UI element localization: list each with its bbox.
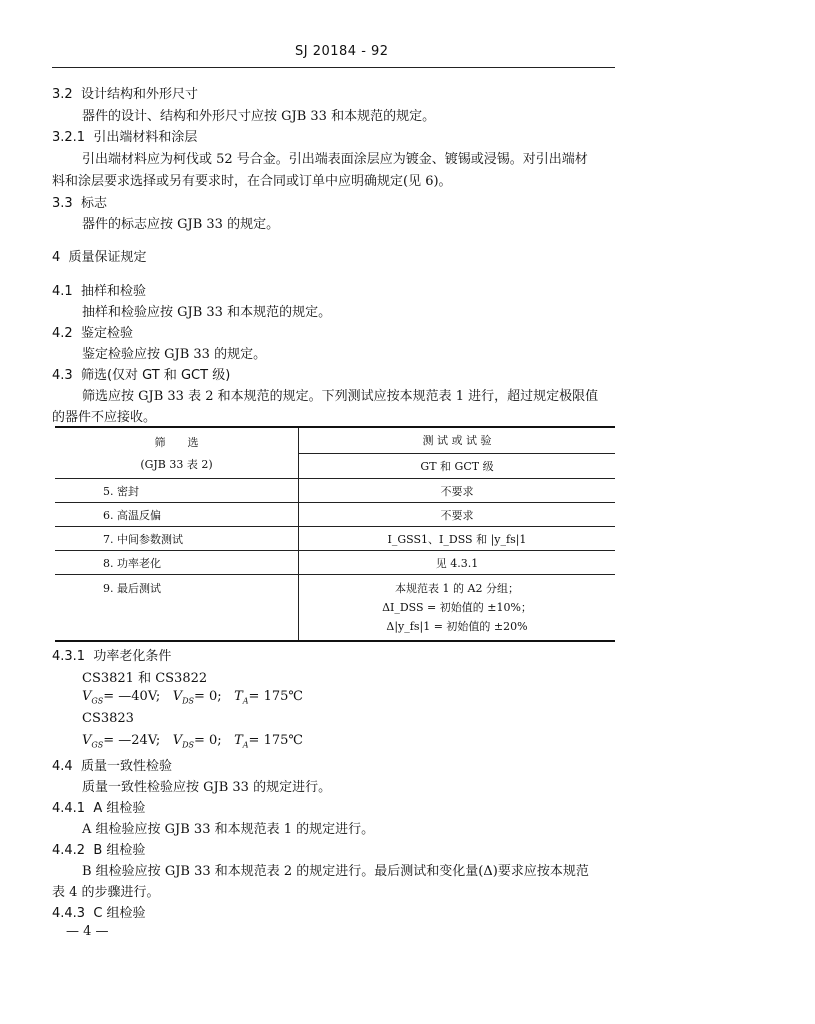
section-4-4-heading: 4.4 质量一致性检验 (52, 759, 172, 774)
section-4-4-2-text-line1: B 组检验应按 GJB 33 和本规范表 2 的规定进行。最后测试和变化量(Δ)要求应按本规范 (82, 864, 589, 879)
section-3-3-heading: 3.3 标志 (52, 196, 107, 211)
header-grade-cell: GT 和 GCT 级 (299, 453, 616, 479)
row-label: 8. 功率老化 (55, 551, 299, 575)
row-value: 见 4.3.1 (299, 551, 616, 575)
document-code: SJ 20184 - 92 (295, 44, 389, 59)
header-screen-sublabel: (GJB 33 表 2) (140, 458, 213, 471)
section-4-4-3-heading: 4.4.3 C 组检验 (52, 906, 146, 921)
final-test-line-3: Δ|y_fs|1 = 初始值的 ±20% (386, 620, 528, 633)
table-header-row (55, 427, 615, 453)
section-4-4-2-text-line2: 表 4 的步骤进行。 (52, 885, 160, 900)
row-value: I_GSS1、I_DSS 和 |y_fs|1 (299, 527, 616, 551)
section-4-4-2-heading: 4.4.2 B 组检验 (52, 843, 146, 858)
section-4-3-text-line2: 的器件不应接收。 (52, 410, 157, 425)
row-value: 不要求 (299, 503, 616, 527)
section-4-1-heading: 4.1 抽样和检验 (52, 284, 146, 299)
burn-in-conditions-2: $V_{GS}=$ —24V; $V_{DS}= 0$; $T_A=$ 175℃ (82, 733, 303, 750)
section-4-4-text: 质量一致性检验应按 GJB 33 的规定进行。 (82, 780, 332, 795)
section-3-2-text: 器件的设计、结构和外形尺寸应按 GJB 33 和本规范的规定。 (82, 109, 436, 124)
header-rule (52, 67, 615, 68)
table-row (55, 551, 615, 575)
row-label: 5. 密封 (55, 479, 299, 503)
section-4-4-1-heading: 4.4.1 A 组检验 (52, 801, 146, 816)
row-label: 7. 中间参数测试 (55, 527, 299, 551)
section-4-2-heading: 4.2 鉴定检验 (52, 326, 133, 341)
row-label: 9. 最后测试 (55, 575, 299, 642)
burn-in-group-2: CS3823 (82, 711, 134, 726)
section-3-2-1-text-line1: 引出端材料应为柯伐或 52 号合金。引出端表面涂层应为镀金、镀锡或浸锡。对引出端材 (82, 152, 588, 167)
table-row (55, 503, 615, 527)
row-value: 不要求 (299, 479, 616, 503)
section-4-4-1-text: A 组检验应按 GJB 33 和本规范表 1 的规定进行。 (82, 822, 375, 837)
burn-in-conditions-1: $V_{GS}=$ —40V; $V_{DS}= 0$; $T_A=$ 175℃ (82, 689, 303, 706)
table-row (55, 527, 615, 551)
row-value-multiline (299, 575, 616, 642)
section-4-3-text-line1: 筛选应按 GJB 33 表 2 和本规范的规定。下列测试应按本规范表 1 进行，超过规定极限值 (82, 389, 599, 404)
page-number: — 4 — (66, 924, 109, 939)
section-3-2-1-heading: 3.2.1 引出端材料和涂层 (52, 130, 198, 145)
table-row (55, 479, 615, 503)
screening-table (55, 426, 615, 642)
section-3-2-1-text-line2: 料和涂层要求选择或另有要求时，在合同或订单中应明确规定(见 6)。 (52, 174, 452, 189)
section-4-3-1-heading: 4.3.1 功率老化条件 (52, 649, 172, 664)
final-test-line-1: 本规范表 1 的 A2 分组； (395, 582, 519, 595)
section-4-3-heading: 4.3 筛选(仅对 GT 和 GCT 级) (52, 368, 231, 383)
section-3-3-text: 器件的标志应按 GJB 33 的规定。 (82, 217, 280, 232)
header-screen-cell (55, 427, 299, 479)
burn-in-group-1: CS3821 和 CS3822 (82, 671, 208, 686)
header-test-cell: 测 试 或 试 验 (299, 427, 616, 453)
row-label: 6. 高温反偏 (55, 503, 299, 527)
section-4-heading: 4 质量保证规定 (52, 250, 147, 265)
section-4-1-text: 抽样和检验应按 GJB 33 和本规范的规定。 (82, 305, 332, 320)
section-3-2-heading: 3.2 设计结构和外形尺寸 (52, 87, 198, 102)
final-test-line-2: ΔI_DSS = 初始值的 ±10%； (382, 601, 532, 614)
header-screen-label: 筛 选 (154, 436, 199, 449)
table-row (55, 575, 615, 642)
section-4-2-text: 鉴定检验应按 GJB 33 的规定。 (82, 347, 267, 362)
